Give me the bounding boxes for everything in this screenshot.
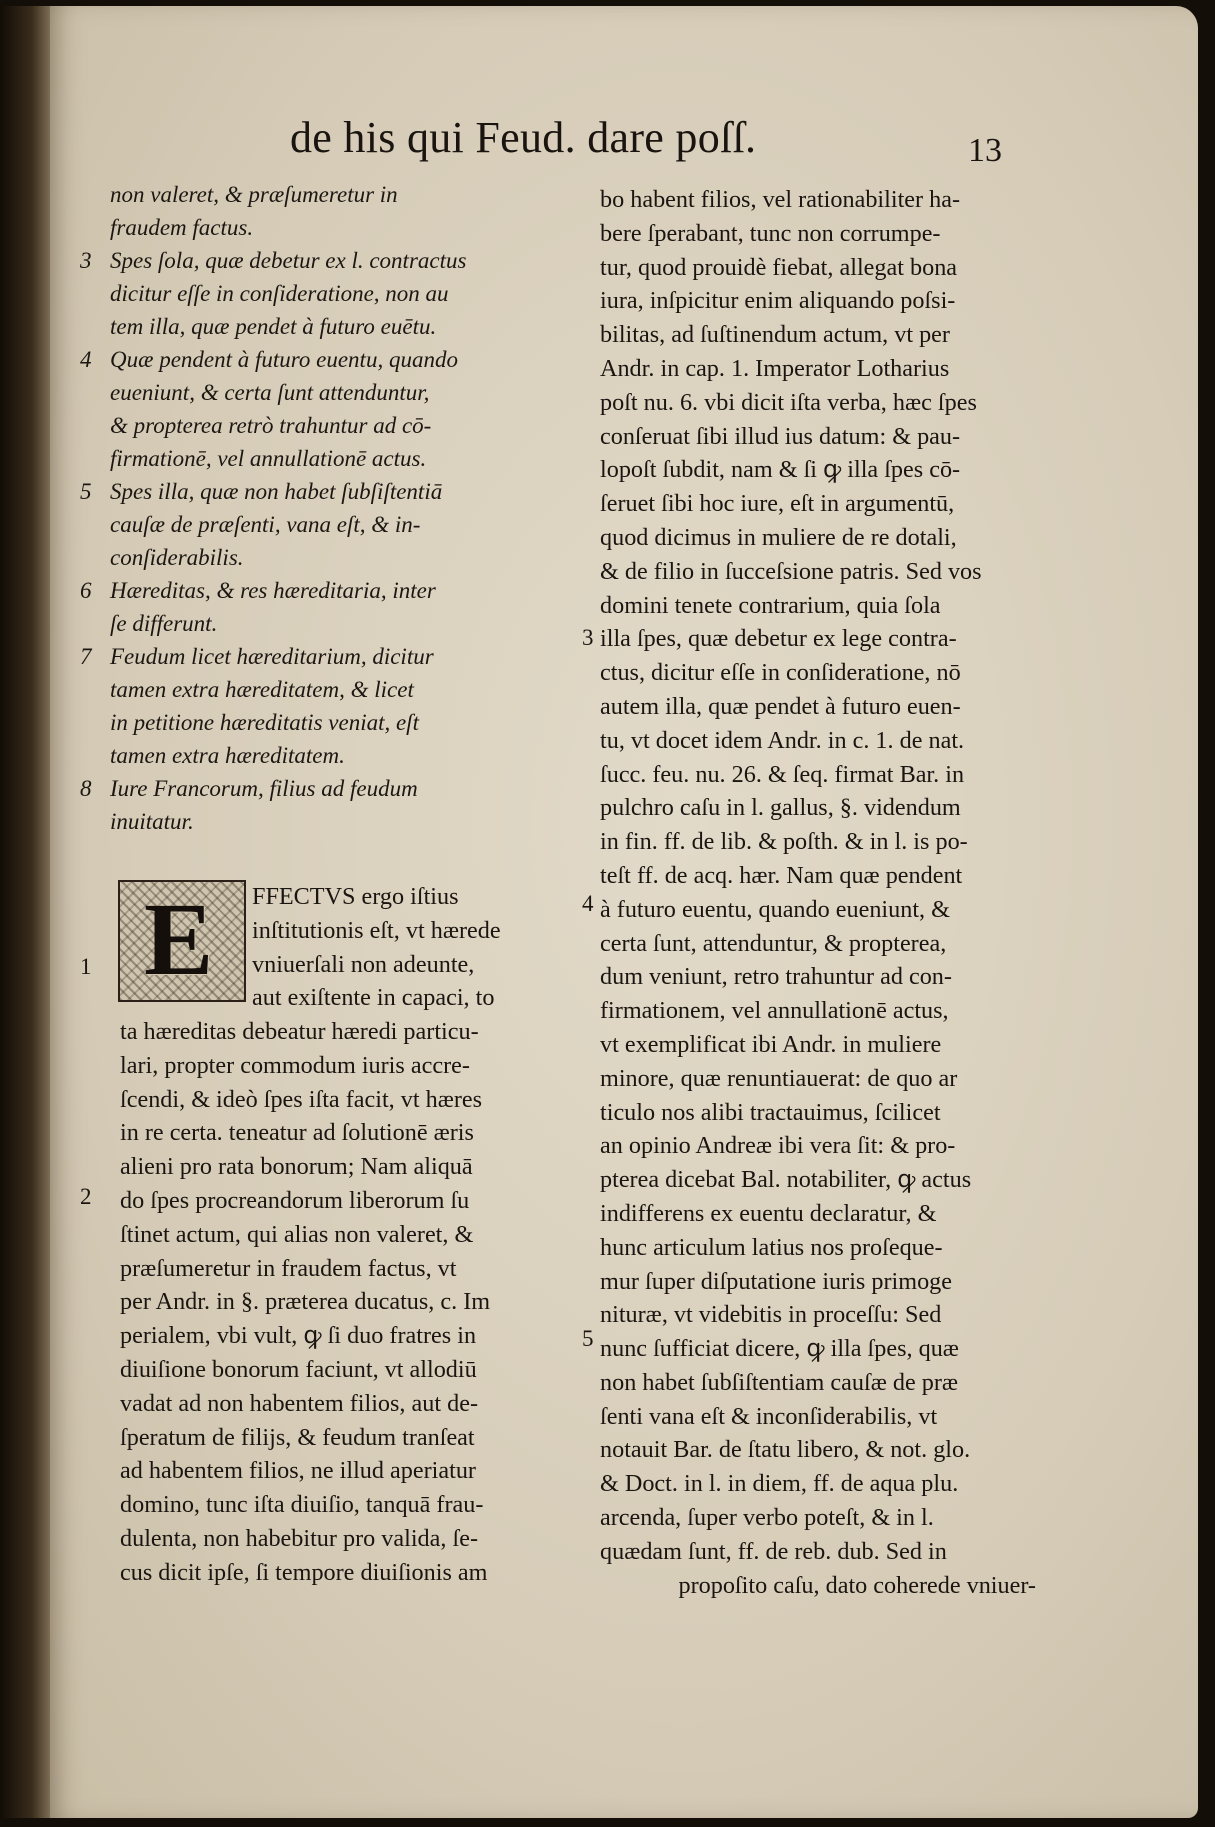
summary-line: non valeret, & præſumeretur in — [110, 182, 398, 207]
text-line: autem illa, quæ pendet à futuro euen- — [600, 692, 961, 720]
text-line: Andr. in cap. 1. Imperator Lotharius — [600, 354, 950, 382]
text-line: FFECTVS ergo iſtius — [252, 883, 459, 910]
summary-line: Quæ pendent à futuro euentu, quando — [110, 347, 458, 372]
text-line: inſtitutionis eſt, vt hærede — [252, 916, 501, 944]
summary-line: Feudum licet hæreditarium, dicitur — [110, 644, 434, 669]
text-line: diuiſione bonorum faciunt, vt allodiū — [120, 1355, 477, 1383]
text-line: bilitas, ad ſuſtinendum actum, vt per — [600, 321, 950, 349]
text-line: domino, tunc iſta diuiſio, tanquā frau- — [120, 1491, 484, 1519]
text-line: ſucc. feu. nu. 26. & ſeq. firmat Bar. in — [600, 760, 965, 788]
text-line: tur, quod prouidè fiebat, allegat bona — [600, 253, 958, 281]
text-line: in re certa. teneatur ad ſolutionē æris — [120, 1119, 474, 1147]
summary-line: eueniunt, & certa ſunt attenduntur, — [110, 380, 430, 405]
summary-index — [80, 178, 550, 838]
text-line: bo habent filios, vel rationabiliter ha- — [600, 186, 961, 213]
decorated-initial — [118, 880, 246, 1002]
summary-number: 5 — [80, 479, 92, 504]
text-line: ſperatum de filijs, & feudum tranſeat — [120, 1423, 475, 1451]
text-line: certa ſunt, attenduntur, & propterea, — [600, 929, 947, 957]
text-line: ſtinet actum, qui alias non valeret, & — [120, 1220, 474, 1248]
text-line: pulchro caſu in l. gallus, §. videndum — [600, 794, 961, 822]
text-line: lopoſt ſubdit, nam & ſi ꝙ illa ſpes cō- — [600, 456, 961, 484]
text-line: ſeruet ſibi hoc iure, eſt in argumentū, — [600, 490, 955, 518]
text-line: notauit Bar. de ſtatu libero, & not. glo. — [600, 1436, 971, 1464]
summary-lead — [80, 178, 550, 244]
summary-line: firmationē, vel annullationē actus. — [110, 446, 427, 471]
summary-line: dicitur eſſe in conſideratione, non au — [110, 281, 449, 306]
summary-line: tamen extra hæreditatem. — [110, 743, 345, 768]
text-line: dum veniunt, retro trahuntur ad con- — [600, 963, 952, 991]
text-line: pterea dicebat Bal. notabiliter, ꝙ actus — [600, 1166, 972, 1194]
margin-number: 3 — [582, 625, 594, 650]
text-line: ſenti vana eſt & inconſiderabilis, vt — [600, 1402, 938, 1430]
initial-letter: E — [144, 882, 214, 997]
text-line: conſeruat ſibi illud ius datum: & pau- — [600, 422, 961, 450]
text-line: cus dicit ipſe, ſi tempore diuiſionis am — [120, 1558, 488, 1586]
text-line: mur ſuper diſputatione iuris primoge — [600, 1267, 952, 1295]
text-line: & Doct. in l. in diem, ff. de aqua plu. — [600, 1470, 959, 1498]
summary-line: & propterea retrò trahuntur ad cō- — [110, 413, 432, 438]
text-line: tu, vt docet idem Andr. in c. 1. de nat. — [600, 726, 965, 754]
text-line: nituræ, vt videbitis in proceſſu: Sed — [600, 1301, 942, 1329]
text-line: firmationem, vel annullationē actus, — [600, 997, 949, 1025]
summary-item — [80, 640, 550, 772]
summary-line: tamen extra hæreditatem, & licet — [110, 677, 414, 702]
text-line: vniuerſali non adeunte, — [252, 950, 475, 978]
summary-item — [80, 475, 550, 574]
summary-item — [80, 574, 550, 640]
summary-item — [80, 244, 550, 343]
drop-cap-lines — [252, 880, 560, 1015]
text-line: in fin. ff. de lib. & poſth. & in l. is po- — [600, 828, 968, 856]
text-line: propoſito caſu, dato coherede vniuer- — [678, 1571, 1036, 1599]
summary-number: 4 — [80, 347, 92, 372]
text-line: illa ſpes, quæ debetur ex lege contra- — [600, 625, 957, 653]
text-line: quod dicimus in muliere de re dotali, — [600, 523, 957, 551]
text-line: minore, quæ renuntiauerat: de quo ar — [600, 1064, 958, 1092]
summary-number: 3 — [80, 248, 92, 273]
text-line: ctus, dicitur eſſe in conſideratione, nō — [600, 659, 961, 687]
summary-line: Spes ſola, quæ debetur ex l. contractus — [110, 248, 467, 273]
margin-number: 2 — [80, 1184, 92, 1209]
summary-line: cauſæ de præſenti, vana eſt, & in- — [110, 512, 421, 537]
text-line: lari, propter commodum iuris accre- — [120, 1051, 470, 1079]
margin-number: 4 — [582, 891, 594, 916]
text-line: an opinio Andreæ ibi vera ſit: & pro- — [600, 1132, 956, 1160]
left-column — [120, 1015, 560, 1590]
summary-line: conſiderabilis. — [110, 545, 244, 570]
text-line: teſt ff. de acq. hær. Nam quæ pendent — [600, 861, 963, 889]
margin-number: 5 — [582, 1326, 594, 1351]
text-line: ticulo nos alibi tractauimus, ſcilicet — [600, 1098, 941, 1126]
text-line: alieni pro rata bonorum; Nam aliquā — [120, 1153, 473, 1181]
text-line: indifferens ex euentu declaratur, & — [600, 1199, 937, 1227]
text-line: aut exiſtente in capaci, to — [252, 984, 495, 1012]
text-line: dulenta, non habebitur pro valida, ſe- — [120, 1524, 478, 1552]
summary-line: fraudem factus. — [110, 215, 254, 240]
summary-number: 8 — [80, 776, 92, 801]
text-line: ta hæreditas debeatur hæredi particu- — [120, 1018, 479, 1045]
text-line: per Andr. in §. præterea ducatus, c. Im — [120, 1288, 491, 1316]
text-line: iura, inſpicitur enim aliquando poſsi- — [600, 287, 956, 315]
summary-line: inuitatur. — [110, 809, 194, 834]
right-column — [600, 183, 1060, 1602]
text-line: bere ſperabant, tunc non corrumpe- — [600, 219, 941, 247]
summary-line: in petitione hæreditatis veniat, eſt — [110, 710, 419, 735]
summary-line: tem illa, quæ pendet à futuro euētu. — [110, 314, 437, 339]
text-line: nunc ſufficiat dicere, ꝙ illa ſpes, quæ — [600, 1335, 959, 1363]
text-line: ad habentem filios, ne illud aperiatur — [120, 1457, 476, 1485]
summary-number: 6 — [80, 578, 92, 603]
summary-item — [80, 343, 550, 475]
text-line: vadat ad non habentem filios, aut de- — [120, 1389, 478, 1417]
text-line: quædam ſunt, ff. de reb. dub. Sed in — [600, 1537, 947, 1565]
running-header: de his qui Feud. dare poſſ. — [290, 113, 757, 162]
text-line: poſt nu. 6. vbi dicit iſta verba, hæc ſpes — [600, 388, 977, 416]
text-line: do ſpes procreandorum liberorum ſu — [120, 1186, 470, 1214]
summary-number: 7 — [80, 644, 92, 669]
summary-line: Hæreditas, & res hæreditaria, inter — [110, 578, 436, 603]
page-number: 13 — [968, 132, 1002, 169]
text-line: vt exemplificat ibi Andr. in muliere — [600, 1030, 942, 1058]
summary-item — [80, 772, 550, 838]
text-line: præſumeretur in fraudem factus, vt — [120, 1254, 457, 1282]
margin-number: 1 — [80, 954, 92, 979]
summary-line: ſe differunt. — [110, 611, 218, 636]
text-line: hunc articulum latius nos proſeque- — [600, 1233, 943, 1261]
summary-line: Iure Francorum, filius ad feudum — [110, 776, 418, 801]
text-line: domini tenete contrarium, quia ſola — [600, 591, 941, 619]
text-line: perialem, vbi vult, ꝙ ſi duo fratres in — [120, 1322, 477, 1350]
text-line: à futuro euentu, quando eueniunt, & — [600, 895, 950, 923]
text-line: arcenda, ſuper verbo poteſt, & in l. — [600, 1504, 934, 1532]
text-line: & de filio in ſucceſsione patris. Sed vos — [600, 557, 982, 585]
summary-line: Spes illa, quæ non habet ſubſiſtentiā — [110, 479, 443, 504]
text-line: ſcendi, & ideò ſpes iſta facit, vt hæres — [120, 1085, 483, 1113]
text-line: non habet ſubſiſtentiam cauſæ de præ — [600, 1368, 959, 1396]
